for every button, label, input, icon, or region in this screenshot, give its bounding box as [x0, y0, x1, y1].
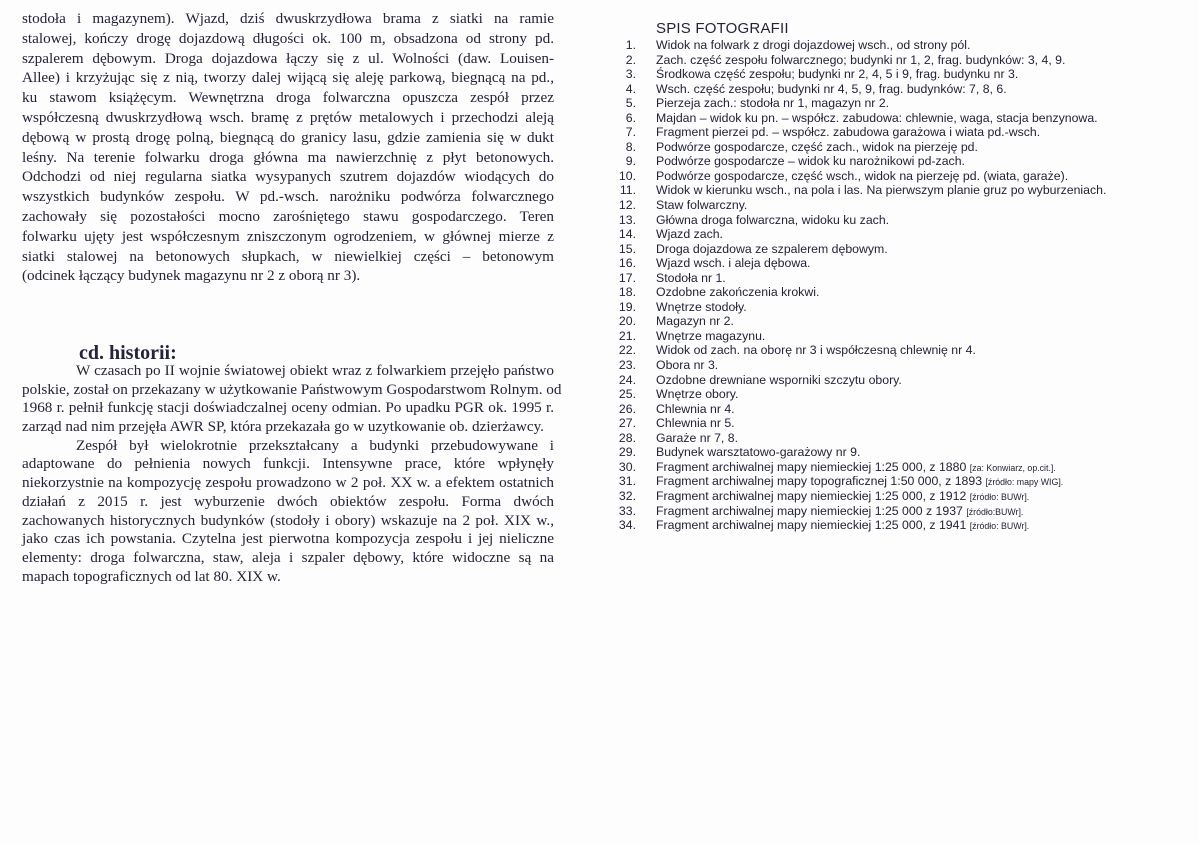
- photo-list-item: [612, 96, 890, 111]
- text-line: folwarku ujęty jest współczesnym zniszczonym ogrodzeniem, w głównej mierze z: [22, 227, 554, 245]
- description-paragraph: [22, 9, 554, 286]
- item-caption: [656, 416, 735, 431]
- photo-list-item: [612, 227, 723, 242]
- item-number: 26.: [618, 401, 636, 416]
- item-caption: [656, 314, 734, 329]
- photo-list-item: [612, 518, 1030, 533]
- text-line: wszystkich budynków zespołu. W pd.-wsch. narożniku podwórza folwarcznego: [22, 188, 554, 206]
- photo-list-item: [612, 459, 1056, 475]
- item-caption: [656, 329, 765, 344]
- item-caption: [656, 518, 1029, 534]
- item-caption-text: Pierzeja zach.: stodoła nr 1, magazyn nr 2.: [656, 96, 890, 111]
- photo-list-item: [612, 372, 902, 388]
- item-number: 29.: [618, 445, 636, 460]
- item-caption: [656, 373, 902, 388]
- item-caption: [656, 504, 1023, 520]
- item-caption-text: Fragment archiwalnej mapy niemieckiej 1:25 000 z 1937: [656, 503, 967, 518]
- item-caption: [656, 82, 1007, 97]
- text-line: szpalerem dębowym. Droga dojazdowa łączy się z ul. Wolności (daw. Louisen-: [22, 49, 554, 67]
- item-number: 15.: [618, 241, 636, 256]
- item-caption-text: Podwórze gospodarcze – widok ku narożnikowi pd-zach.: [656, 154, 965, 169]
- photo-list-item: [612, 67, 1019, 82]
- history-paragraph-2: [22, 437, 554, 587]
- text-line: zachowanych historycznych budynków (stodoły i obory) wskazuje na 2 poł. XIX w.,: [22, 511, 554, 529]
- item-caption-text: Ozdobne zakończenia krokwi.: [656, 285, 820, 300]
- item-caption-text: Wnętrze obory.: [656, 387, 739, 402]
- text-line: ku stawom książęcym. Wewnętrzna droga folwarczna opuszcza zespół przez: [22, 89, 554, 107]
- item-number: 33.: [618, 503, 636, 518]
- item-caption: [656, 387, 738, 402]
- history-section: [22, 362, 562, 586]
- item-number: 28.: [618, 430, 636, 445]
- item-caption: [656, 198, 747, 213]
- item-caption: [656, 169, 1068, 184]
- item-caption-text: Środkowa część zespołu; budynki nr 2, 4, 5 i 9, frag. budynku nr 3.: [656, 67, 1019, 82]
- item-caption-text: Wsch. część zespołu; budynki nr 4, 5, 9, frag. budynków: 7, 8, 6.: [656, 81, 1007, 96]
- item-caption-text: Widok na folwark z drogi dojazdowej wsch., od strony pól.: [656, 38, 971, 52]
- text-line: Allee) i krzyżując się z nią, tworzy dalej wijącą się aleję parkową, biegnącą na pd.,: [22, 69, 554, 87]
- item-caption-text: Wjazd zach.: [656, 227, 723, 242]
- item-number: 11.: [619, 183, 636, 198]
- text-line: leśny. Na terenie folwarku droga główna ma nawierzchnię z płyt betonowych.: [22, 148, 554, 166]
- item-caption-text: Fragment archiwalnej mapy niemieckiej 1:25 000, z 1941: [656, 518, 970, 533]
- item-number: 1.: [625, 38, 636, 52]
- item-caption: [656, 183, 1106, 198]
- item-caption: [656, 474, 1063, 490]
- item-caption: [656, 271, 726, 286]
- text-line: Zespół był wielokrotnie przekształcany a budynki przebudowywane i: [76, 436, 554, 454]
- item-number: 13.: [618, 212, 636, 227]
- item-caption-text: Fragment pierzei pd. – współcz. zabudowa garażowa i wiata pd.-wsch.: [656, 125, 1041, 140]
- item-number: 17.: [618, 270, 636, 285]
- item-caption-text: Widok w kierunku wsch., na pola i las. Na pierwszym planie gruz po wyburzeniach.: [656, 183, 1107, 198]
- item-number: 30.: [618, 459, 636, 474]
- item-caption: [656, 343, 976, 358]
- item-caption-text: Podwórze gospodarcze, część wsch., widok na pierzeję pd. (wiata, garaże).: [656, 168, 1069, 183]
- item-number: 19.: [618, 299, 636, 314]
- photo-list-item: [612, 212, 890, 228]
- item-caption-text: Fragment archiwalnej mapy niemieckiej 1:25 000, z 1880: [656, 459, 970, 474]
- item-source: [źródło: mapy WIG].: [985, 477, 1064, 488]
- photo-list-item: [612, 241, 888, 257]
- text-line: działań z 2015 r. jest wyburzenie dwóch obiektów zespołu. Forma dwóch: [22, 492, 554, 510]
- item-source: [źródło: BUWr].: [969, 521, 1030, 532]
- item-caption: [656, 96, 889, 111]
- photo-list-item: [612, 81, 1007, 97]
- item-number: 21.: [618, 328, 636, 343]
- item-caption: [656, 445, 860, 460]
- item-caption-text: Garaże nr 7, 8.: [656, 430, 739, 445]
- item-number: 2.: [625, 52, 636, 67]
- item-caption: [656, 358, 718, 373]
- item-caption: [656, 489, 1029, 505]
- photo-list-item: [612, 416, 735, 431]
- photo-list-item: [612, 474, 1064, 489]
- photo-list-item: [612, 445, 861, 460]
- photo-list-item: [612, 52, 1066, 68]
- item-caption-text: Chlewnia nr 5.: [656, 416, 735, 431]
- item-caption-text: Fragment archiwalnej mapy niemieckiej 1:25 000, z 1912: [656, 488, 970, 503]
- item-number: 20.: [618, 314, 636, 329]
- photo-list-item: [612, 343, 976, 358]
- text-line: mapach topograficznych od lat 80. XIX w.: [22, 567, 281, 585]
- item-number: 7.: [625, 125, 636, 140]
- item-caption: [656, 431, 738, 446]
- item-caption: [656, 140, 978, 155]
- text-line: zarząd nad nim przejęła AWR SP, która przekazała go w uzytkowanie ob. dzierżawcy.: [22, 418, 544, 436]
- item-caption-text: Chlewnia nr 4.: [656, 401, 735, 416]
- item-caption: [656, 125, 1040, 140]
- photo-list-item: [612, 328, 766, 344]
- item-number: 18.: [618, 285, 636, 300]
- photo-list-item: [612, 154, 965, 169]
- text-line: adaptowane do pełnienia nowych funkcji. Intensywne prace, które wpłynęły: [22, 455, 554, 473]
- text-line: współczesną dwuskrzydłową wsch. bramę z prętów metalowych i przechodzi aleją: [22, 108, 554, 126]
- photo-list-title: SPIS FOTOGRAFII: [656, 20, 789, 37]
- text-line: W czasach po II wojnie światowej obiekt wraz z folwarkiem przejęło państwo: [76, 362, 554, 379]
- item-number: 14.: [618, 227, 636, 242]
- photo-list-item: [612, 256, 811, 271]
- item-caption: [656, 213, 889, 228]
- photo-list-item: [612, 38, 971, 53]
- photo-list-item: [612, 125, 1041, 140]
- item-caption-text: Wnętrze stodoły.: [656, 299, 747, 314]
- text-line: 1968 r. pełnił funkcję stacji doświadczalnej oceny odmian. Po upadku PGR ok. 1995 r.: [22, 399, 554, 417]
- item-number: 24.: [618, 372, 636, 387]
- item-caption-text: Wjazd wsch. i aleja dębowa.: [656, 256, 811, 271]
- item-number: 9.: [625, 154, 636, 169]
- photo-list-item: [612, 183, 1107, 198]
- text-line: polskie, został on przekazany w użytkowanie Państwowym Gospodarstwom Rolnym. od: [22, 380, 562, 398]
- item-number: 4.: [625, 81, 636, 96]
- item-caption: [656, 402, 735, 417]
- item-caption: [656, 53, 1065, 68]
- photo-list: [612, 38, 1107, 533]
- item-caption: [656, 256, 810, 271]
- item-caption-text: Stodoła nr 1.: [656, 270, 726, 285]
- item-caption-text: Fragment archiwalnej mapy topograficznej 1:50 000, z 1893: [656, 474, 986, 489]
- item-number: 31.: [618, 474, 636, 489]
- text-line: stodoła i magazynem). Wjazd, dziś dwuskrzydłowa brama z siatki na ramie: [22, 10, 554, 27]
- item-caption-text: Główna droga folwarczna, widoku ku zach.: [656, 212, 890, 227]
- photo-list-item: [612, 110, 1098, 126]
- item-caption: [656, 227, 723, 242]
- item-number: 8.: [625, 139, 636, 154]
- photo-list-item: [612, 198, 748, 213]
- photo-list-item: [612, 168, 1069, 184]
- text-line: dębową w prostą drogę polną, biegnącą do granicy lasu, gdzie zamienia się w dukt: [22, 128, 554, 146]
- text-line: (odcinek łączący budynek magazynu nr 2 z oborą nr 3).: [22, 267, 361, 285]
- item-caption: [656, 38, 970, 53]
- photo-list-item: [612, 488, 1030, 504]
- item-caption-text: Staw folwarczny.: [656, 198, 748, 213]
- item-number: 25.: [618, 387, 636, 402]
- item-caption: [656, 460, 1056, 476]
- item-number: 16.: [618, 256, 636, 271]
- item-number: 22.: [618, 343, 636, 358]
- text-line: zachowały się pozostałości mocno zarośniętego stawu gospodarczego. Teren: [22, 207, 554, 225]
- text-line: Odchodzi od niej regularna siatka wysypanych szutrem dojazdów wiodących do: [22, 168, 554, 186]
- item-source: [za: Konwiarz, op.cit.].: [969, 462, 1056, 473]
- item-caption-text: Droga dojazdowa ze szpalerem dębowym.: [656, 241, 888, 256]
- text-line: jako czas ich powstania. Czytelna jest pierwotna kompozycja zespołu i jej nieliczne: [22, 530, 554, 548]
- photo-list-item: [612, 270, 726, 286]
- item-caption: [656, 154, 965, 169]
- item-caption: [656, 285, 819, 300]
- history-heading: cd. historii:: [79, 342, 177, 364]
- item-caption-text: Zach. część zespołu folwarcznego; budynki nr 1, 2, frag. budynków: 3, 4, 9.: [656, 52, 1066, 67]
- item-caption: [656, 111, 1098, 126]
- item-caption: [656, 67, 1018, 82]
- item-number: 34.: [618, 518, 636, 533]
- item-source: [źródło: BUWr].: [969, 491, 1030, 502]
- item-caption: [656, 300, 747, 315]
- item-caption-text: Widok od zach. na oborę nr 3 i współczesną chlewnię nr 4.: [656, 343, 976, 358]
- item-number: 27.: [618, 416, 636, 431]
- item-number: 3.: [625, 67, 636, 82]
- photo-list-item: [612, 503, 1024, 519]
- text-line: siatki stalowej na betonowych słupkach, w niewielkiej części – betonowym: [22, 247, 554, 265]
- photo-list-item: [612, 285, 820, 300]
- photo-list-item: [612, 299, 747, 315]
- photo-list-item: [612, 401, 735, 417]
- item-number: 12.: [618, 198, 636, 213]
- item-caption-text: Wnętrze magazynu.: [656, 328, 766, 343]
- item-caption-text: Ozdobne drewniane wsporniki szczytu obory.: [656, 372, 902, 387]
- text-line: elementy: droga folwarczna, staw, aleja i szpaler dębowy, które widoczne są na: [22, 548, 554, 566]
- text-line: niekorzystnie na kompozycję zespołu prowadzono w 2 poł. XX w. a efektem ostatnich: [22, 474, 554, 492]
- item-number: 32.: [618, 488, 636, 503]
- text-line: stalowej, kończy drogę dojazdową długości ok. 100 m, obsadzona od strony pd.: [22, 29, 554, 47]
- item-caption-text: Obora nr 3.: [656, 358, 719, 373]
- item-number: 6.: [625, 110, 636, 125]
- item-source: [źródło:BUWr].: [966, 506, 1024, 517]
- photo-list-item: [612, 358, 719, 373]
- photo-list-item: [612, 430, 739, 446]
- photo-list-item: [612, 387, 739, 402]
- history-paragraph-1: [22, 362, 562, 437]
- item-caption-text: Budynek warsztatowo-garażowy nr 9.: [656, 445, 861, 460]
- item-number: 23.: [618, 358, 636, 373]
- item-caption: [656, 242, 888, 257]
- photo-list-item: [612, 314, 734, 329]
- item-caption-text: Majdan – widok ku pn. – współcz. zabudowa: chlewnie, waga, stacja benzynowa.: [656, 110, 1098, 125]
- item-number: 10.: [618, 168, 636, 183]
- item-number: 5.: [625, 96, 636, 111]
- item-caption-text: Magazyn nr 2.: [656, 314, 734, 329]
- item-caption-text: Podwórze gospodarcze, część zach., widok na pierzeję pd.: [656, 139, 978, 154]
- photo-list-item: [612, 139, 978, 155]
